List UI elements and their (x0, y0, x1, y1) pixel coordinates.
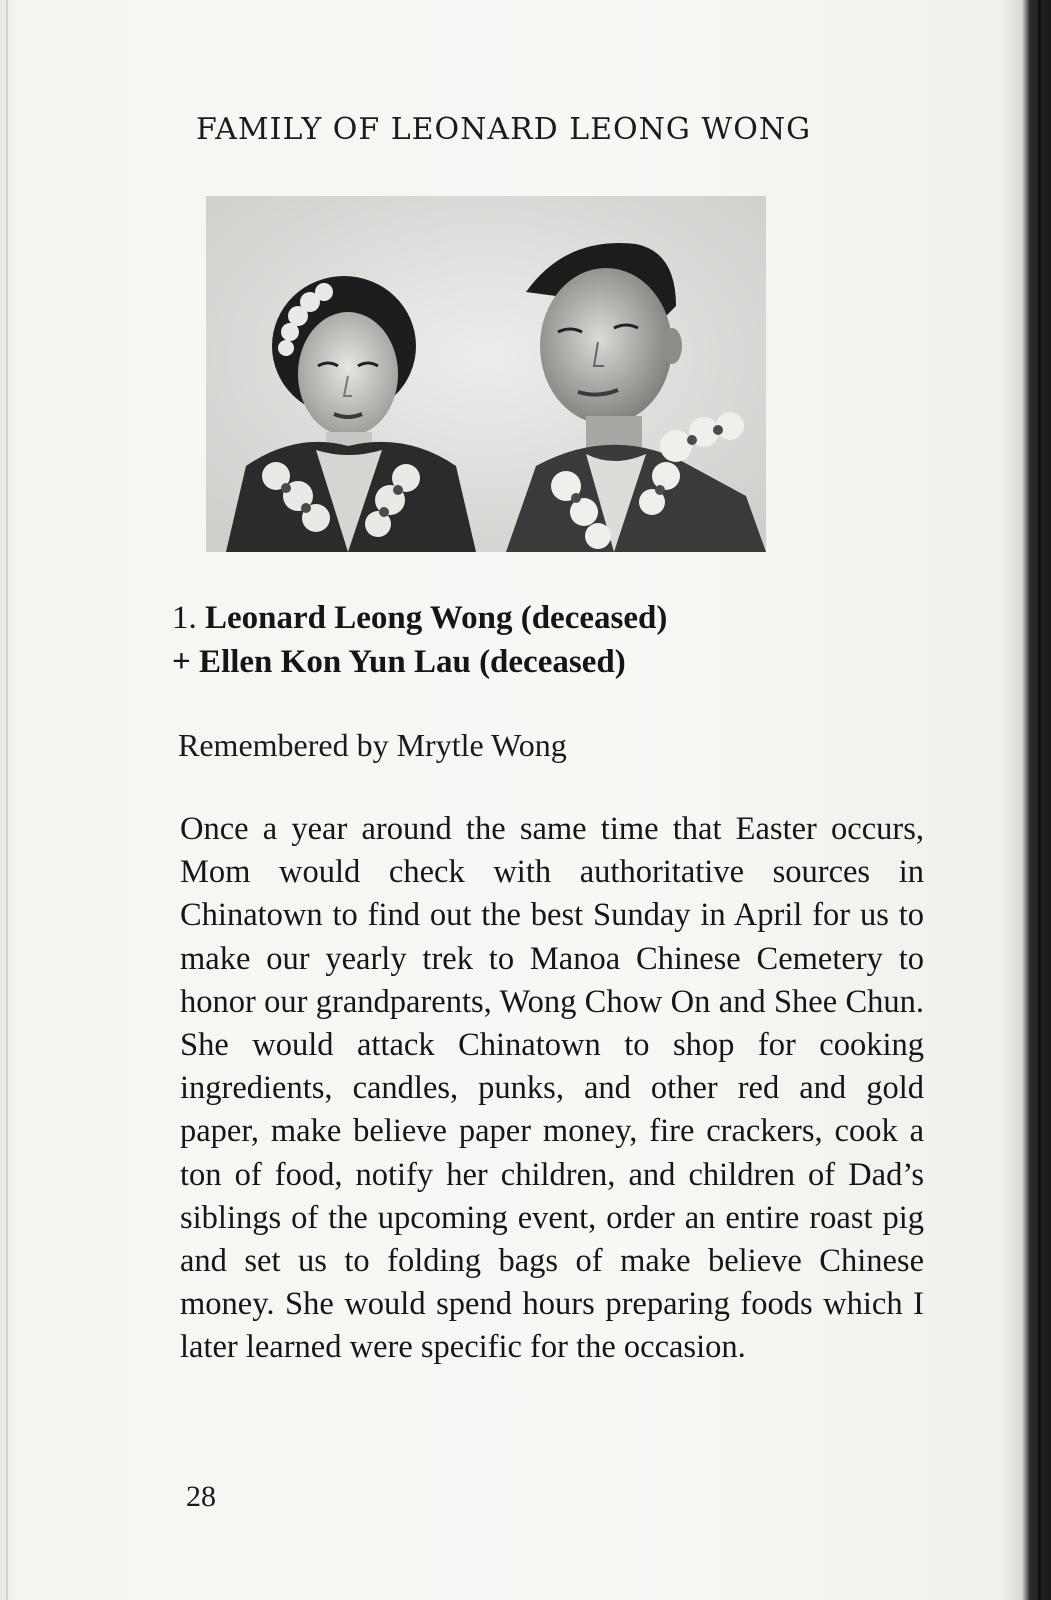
person-name-primary: Leonard Leong Wong (deceased) (205, 600, 668, 636)
page-number: 28 (186, 1480, 216, 1513)
page-right-edge (1038, 0, 1041, 1600)
heading-line-1 (172, 596, 667, 640)
couple-photograph (206, 196, 766, 552)
page-title: FAMILY OF LEONARD LEONG WONG (196, 112, 812, 147)
body-paragraph: Once a year around the same time that Easter occurs, Mom would check with authoritative sources in Chinatown to find out the best Sunday in April for us to make our yearly trek to Manoa Chinese Cemetery to honor our grandparents, Wong Chow On and Shee Chun. She would attack Chinatown to shop for cooking ingredients, candles, punks, and other red and gold paper, make believe paper money, fire crackers, cook a ton of food, notify her children, and children of Dad’s siblings of the upcoming event, order an entire roast pig and set us to folding bags of make believe Chinese money. She would spend hours preparing foods which I later learned were specific for the occasion. (180, 811, 924, 1366)
entry-number: 1. (172, 600, 197, 636)
page-left-edge (6, 0, 8, 1600)
person-name-spouse: + Ellen Kon Yun Lau (deceased) (172, 644, 626, 680)
entry-heading (172, 596, 667, 684)
byline: Remembered by Mrytle Wong (178, 727, 567, 763)
